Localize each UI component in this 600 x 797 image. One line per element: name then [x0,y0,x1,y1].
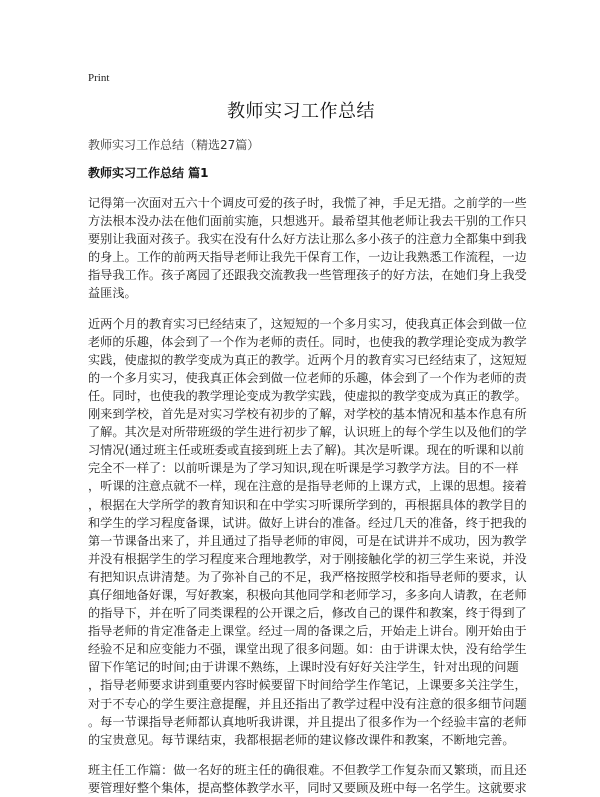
text-line: 要别让我面对孩子。我实在没有什么好方法让那么多小孩子的注意力全都集中到我 [88,232,527,247]
text-line: 的宝贵意见。每节课结束，我都根据老师的建议修改课件和教案，不断地完善。 [88,732,515,747]
print-label[interactable]: Print [88,72,110,84]
text-line: 第一节课备出来了，并且通过了指导老师的审阅，可是在试讲并不成功，因为教学 [88,533,527,548]
paragraph-2 [88,315,527,749]
text-line: 记得第一次面对五六十个调皮可爱的孩子时，我慌了神，手足无措。之前学的一些 [88,196,527,210]
text-line: 的指导下，并在听了同类课程的公开课之后，修改自己的课件和教案，终于得到了 [88,606,527,621]
text-line: 指导老师的肯定准备走上课堂。经过一周的备课之后，开始走上讲台。刚开始由于 [88,624,527,639]
text-line: 的一个多月实习，使我真正体会到做一位老师的乐趣，体会到了一个作为老师的责 [88,370,527,385]
text-line: 近两个月的教育实习已经结束了，这短短的一个多月实习，使我真正体会到做一位 [88,316,527,331]
paragraph-1 [88,194,527,303]
text-line: ，根据在大学所学的教育知识和在中学实习听课所学到的，再根据具体的教学目的 [88,497,527,512]
text-line: 刚来到学校，首先是对实习学校有初步的了解，对学校的基本情况和基本作息有所 [88,407,527,422]
text-line: 益匪浅。 [88,286,137,301]
document-title: 教师实习工作总结 [227,101,375,122]
text-line: 指导我工作。孩子离园了还跟我交流教我一些管理孩子的好方法，在她们身上我受 [88,268,527,283]
document-subtitle: 教师实习工作总结（精选27篇） [88,138,260,152]
text-line: ，指导老师要求讲到重要内容时候要留下时间给学生作笔记，上课要多关注学生， [88,678,527,693]
document-body [88,194,527,797]
text-line: 真仔细地备好课，写好教案，积极向其他同学和老师学习，多多向人请教，在老师 [88,587,527,602]
text-line: 任。同时，也使我的教学理论变成为教学实践，使虚拟的教学变成为真正的教学。 [88,388,527,403]
text-line: 对于不专心的学生要注意提醒，并且还指出了教学过程中没有注意的很多细节问题 [88,696,527,711]
text-line: 实践，使虚拟的教学变成为真正的教学。近两个月的教育实习已经结束了，这短短 [88,352,527,367]
text-line: 并没有根据学生的学习程度来合理地教学，对于刚接触化学的初三学生来说，并没 [88,551,527,566]
text-line: 留下作笔记的时间;由于讲课不熟练，上课时没有好好关注学生，针对出现的问题 [88,660,519,675]
text-line: 班主任工作篇：做一名好的班主任的确很难。不但教学工作复杂而又繁琐，而且还 [88,762,527,777]
text-line: 。每一节课指导老师都认真地听我讲课，并且提出了很多作为一个经验丰富的老师 [88,714,527,729]
text-line: 方法根本没办法在他们面前实施，只想逃开。最希望其他老师让我去干别的工作只 [88,214,527,229]
text-line: 有把知识点讲清楚。为了弥补自己的不足，我严格按照学校和指导老师的要求，认 [88,569,527,584]
document-page [88,70,527,797]
text-line: 习情况(通过班主任或班委或直接到班上去了解)。其次是听课。现在的听课和以前 [88,443,525,458]
text-line: 了解。其次是对所带班级的学生进行初步了解，认识班上的每个学生以及他们的学 [88,425,527,440]
text-line: 和学生的学习程度备课，试讲。做好上讲台的准备。经过几天的准备，终于把我的 [88,515,527,530]
text-line: 老师的乐趣，体会到了一个作为老师的责任。同时，也使我的教学理论变成为教学 [88,334,527,349]
section-heading: 教师实习工作总结 篇1 [88,166,209,180]
text-line: 要管理好整个集体，提高整体教学水平，同时又要顾及班中每一名学生。这就要求 [88,780,527,795]
paragraph-3 [88,761,527,797]
text-line: 的身上。工作的前两天指导老师让我先干保育工作，一边让我熟悉工作流程，一边 [88,250,527,265]
text-line: 完全不一样了：以前听课是为了学习知识,现在听课是学习教学方法。目的不一样 [88,461,519,476]
text-line: 经验不足和应变能力不强，课堂出现了很多问题。如：由于讲课太快，没有给学生 [88,642,527,657]
text-line: ，听课的注意点就不一样，现在注意的是指导老师的上课方式，上课的思想。接着 [88,479,527,494]
